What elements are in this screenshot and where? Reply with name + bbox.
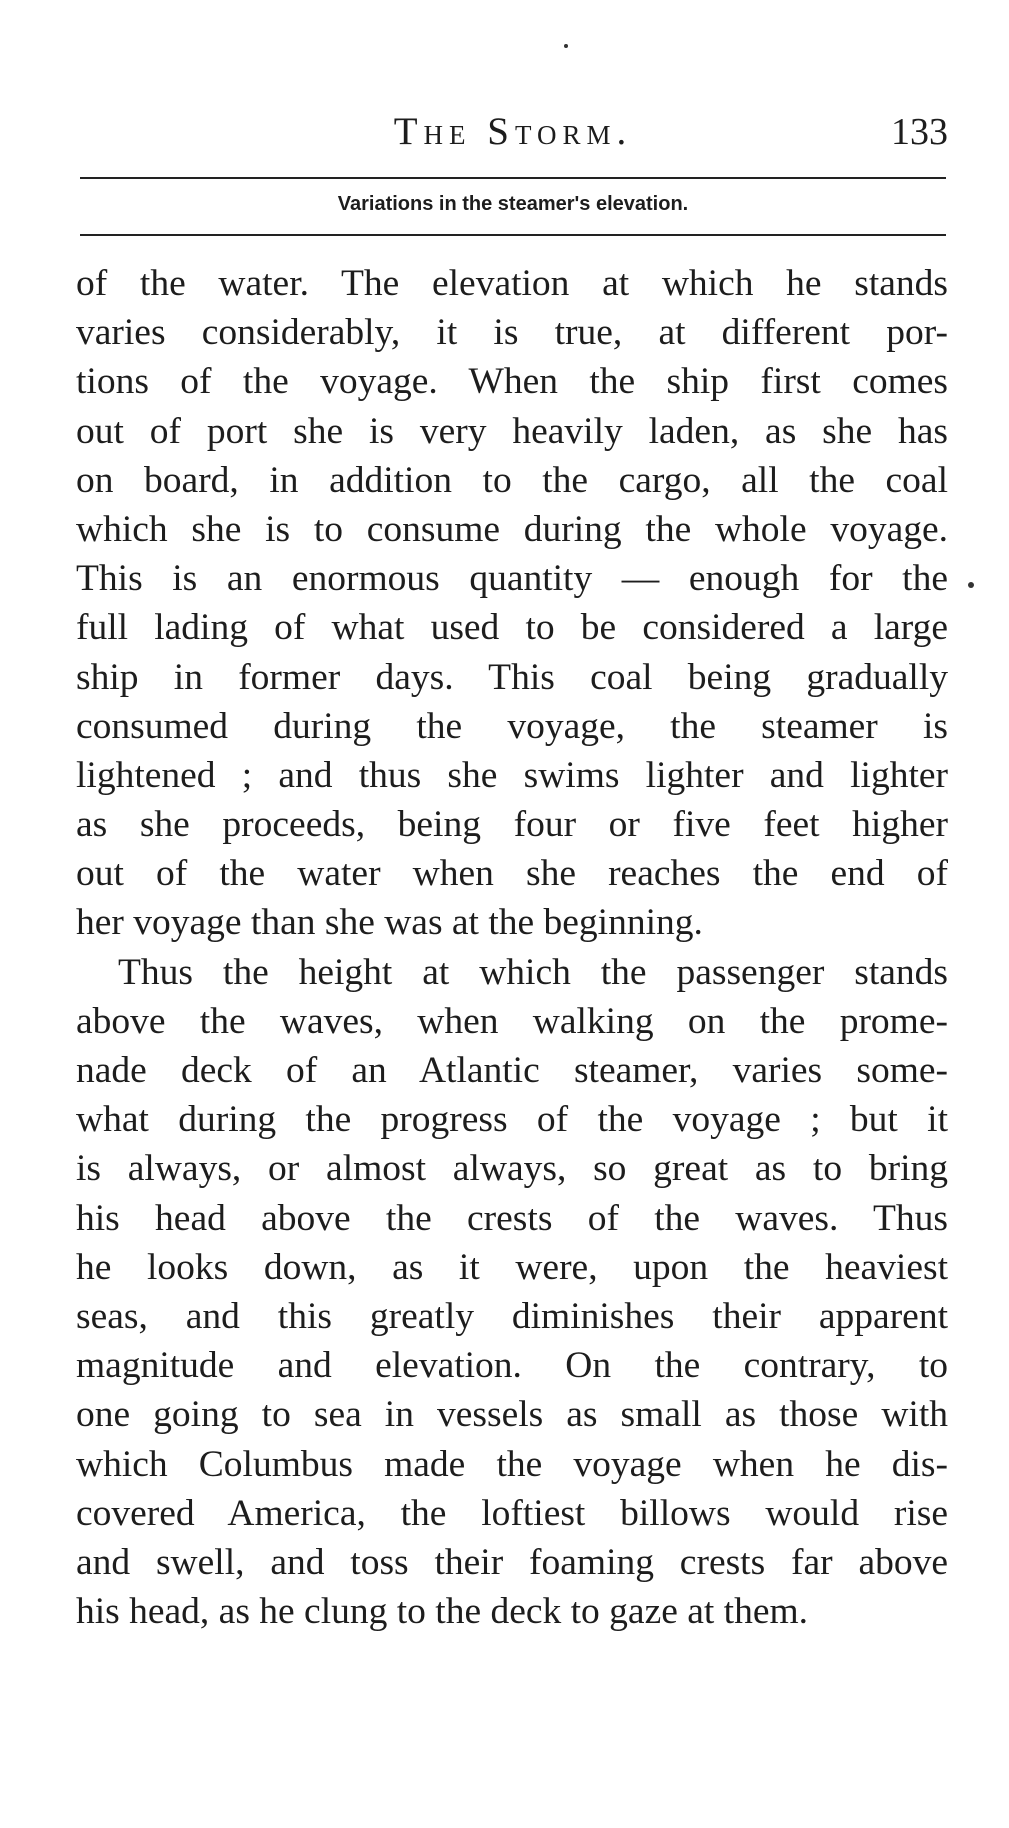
paragraph-2 [76, 948, 948, 1637]
text-line: is always, or almost always, so great as to bring [76, 1148, 948, 1190]
margin-mark [968, 582, 974, 588]
page-number: 133 [891, 111, 948, 153]
text-line: full lading of what used to be considered a large [76, 607, 948, 649]
text-line: which Columbus made the voyage when he dis- [76, 1443, 948, 1485]
text-line: varies considerably, it is true, at different por- [76, 312, 948, 354]
text-line: covered America, the loftiest billows would rise [76, 1492, 948, 1534]
text-line: This is an enormous quantity — enough for the [76, 558, 948, 600]
text-line: seas, and this greatly diminishes their apparent [76, 1295, 948, 1337]
section-subheading: Variations in the steamer's elevation. [337, 193, 689, 215]
text-line: out of the water when she reaches the end of [76, 853, 948, 895]
header-rule-bottom [80, 234, 946, 236]
text-line: his head above the crests of the waves. Thus [76, 1197, 948, 1239]
text-line: tions of the voyage. When the ship first comes [76, 361, 948, 403]
text-line: on board, in addition to the cargo, all the coal [76, 459, 948, 501]
running-title: The Storm. [393, 110, 633, 153]
text-line: consumed during the voyage, the steamer is [76, 705, 948, 747]
text-line: lightened ; and thus she swims lighter and lighter [76, 754, 948, 796]
text-line: above the waves, when walking on the prome- [76, 1000, 948, 1042]
paragraph-1 [76, 259, 948, 948]
text-line: her voyage than she was at the beginning. [76, 902, 703, 944]
print-speck [564, 44, 568, 48]
text-line: and swell, and toss their foaming crests far above [76, 1541, 948, 1583]
header-rule-top [80, 177, 946, 179]
text-line: nade deck of an Atlantic steamer, varies some- [76, 1050, 948, 1091]
text-line: out of port she is very heavily laden, as she has [76, 410, 948, 452]
text-line: what during the progress of the voyage ; but it [76, 1099, 948, 1141]
text-line: one going to sea in vessels as small as those with [76, 1394, 948, 1436]
text-line: he looks down, as it were, upon the heaviest [76, 1246, 948, 1288]
text-line: Thus the height at which the passenger stands [118, 951, 948, 993]
text-line: which she is to consume during the whole voyage. [76, 508, 948, 550]
text-line: his head, as he clung to the deck to gaze at them. [76, 1591, 809, 1633]
running-head [78, 104, 948, 160]
body-text [76, 259, 948, 1636]
text-line: magnitude and elevation. On the contrary, to [76, 1345, 948, 1387]
text-line: as she proceeds, being four or five feet higher [76, 804, 948, 846]
text-line: ship in former days. This coal being gradually [76, 656, 948, 698]
text-line: of the water. The elevation at which he stands [76, 263, 948, 304]
